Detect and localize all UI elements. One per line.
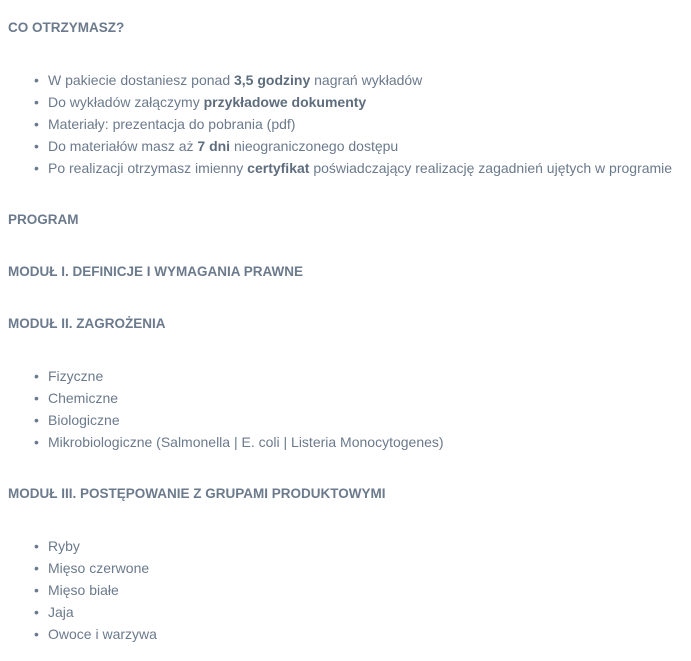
list-item: • Biologiczne: [48, 409, 444, 431]
section-heading-module-2: MODUŁ II. ZAGROŻENIA: [8, 316, 166, 331]
bullet-icon: •: [34, 160, 39, 176]
list-item: • Materiały: prezentacja do pobrania (pdf): [48, 113, 672, 135]
bullet-icon: •: [34, 368, 39, 384]
list-item: • Po realizacji otrzymasz imienny certyfikat poświadczający realizację zagadnień ujętych w programie: [48, 157, 672, 179]
bullet-icon: •: [34, 138, 39, 154]
list-item: • Mięso białe: [48, 579, 157, 601]
bullet-icon: •: [34, 626, 39, 642]
bullet-icon: •: [34, 604, 39, 620]
list-item: • Mięso czerwone: [48, 557, 157, 579]
list-item: • W pakiecie dostaniesz ponad 3,5 godziny nagrań wykładów: [48, 69, 672, 91]
list-item: • Fizyczne: [48, 365, 444, 387]
section-heading-module-3: MODUŁ III. POSTĘPOWANIE Z GRUPAMI PRODUKTOWYMI: [8, 486, 386, 501]
benefits-list: [8, 69, 672, 179]
list-item: • Jaja: [48, 601, 157, 623]
list-item: • Ryby: [48, 535, 157, 557]
section-heading-co-otrzymasz: CO OTRZYMASZ?: [8, 20, 125, 35]
list-item: • Do wykładów załączymy przykładowe dokumenty: [48, 91, 672, 113]
section-heading-program: PROGRAM: [8, 212, 79, 227]
bullet-icon: •: [34, 538, 39, 554]
bullet-icon: •: [34, 412, 39, 428]
product-groups-list: [8, 535, 157, 645]
bullet-icon: •: [34, 434, 39, 450]
bullet-icon: •: [34, 390, 39, 406]
bullet-icon: •: [34, 94, 39, 110]
section-heading-module-1: MODUŁ I. DEFINICJE I WYMAGANIA PRAWNE: [8, 264, 304, 279]
bullet-icon: •: [34, 560, 39, 576]
list-item: • Chemiczne: [48, 387, 444, 409]
list-item: • Do materiałów masz aż 7 dni nieograniczonego dostępu: [48, 135, 672, 157]
bullet-icon: •: [34, 582, 39, 598]
hazards-list: [8, 365, 444, 453]
list-item: • Mikrobiologiczne (Salmonella | E. coli | Listeria Monocytogenes): [48, 431, 444, 453]
bullet-icon: •: [34, 72, 39, 88]
list-item: • Owoce i warzywa: [48, 623, 157, 645]
bullet-icon: •: [34, 116, 39, 132]
